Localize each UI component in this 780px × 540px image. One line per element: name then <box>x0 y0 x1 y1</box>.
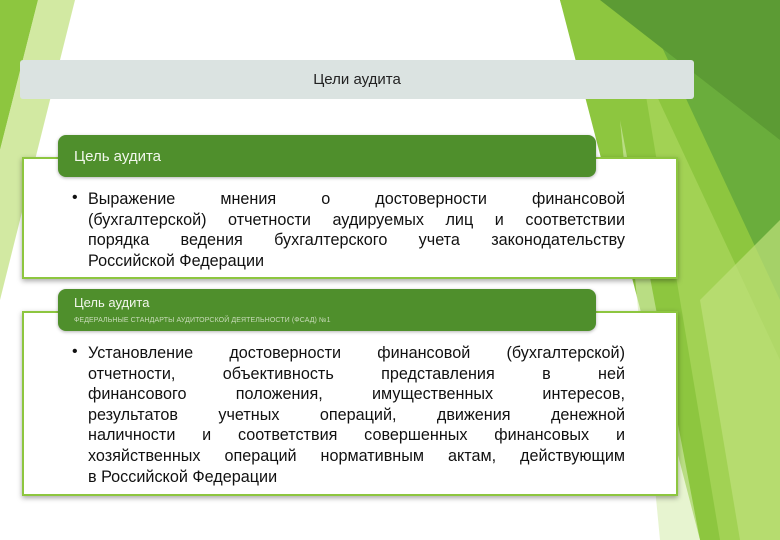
slide-title: Цели аудита <box>20 60 694 99</box>
goal-header-2-label: Цель аудита <box>74 295 150 310</box>
goal-text-2-line: отчетности, объективность представления в ней <box>88 364 625 383</box>
goal-text-2-line: хозяйственных операций нормативным актам, действующим <box>88 446 625 465</box>
goal-text-2-line: финансового положения, имущественных интересов, <box>88 385 625 404</box>
goal-text-1-line: порядка ведения бухгалтерского учета законодательству <box>88 231 625 250</box>
goal-text-2-line: наличности и соответствия совершенных финансовых и <box>88 426 625 445</box>
goal-text-2 <box>88 343 625 487</box>
goal-text-2-line: Установление достоверности финансовой (бухгалтерской) <box>88 344 625 362</box>
goal-header-2 <box>58 289 596 331</box>
goal-text-1 <box>88 189 625 271</box>
bullet-1: • <box>72 189 78 206</box>
goal-text-1-line: (бухгалтерской) отчетности аудируемых лиц и соответствии <box>88 210 625 229</box>
goal-text-1-line: Выражение мнения о достоверности финансовой <box>88 190 625 208</box>
bullet-2: • <box>72 343 78 360</box>
goal-text-2-line: результатов учетных операций, движения денежной <box>88 405 625 424</box>
goal-header-1-label: Цель аудита <box>74 148 162 165</box>
goal-header-1 <box>58 135 596 177</box>
goal-header-2-subtitle: ФЕДЕРАЛЬНЫЕ СТАНДАРТЫ АУДИТОРСКОЙ ДЕЯТЕЛЬНОСТИ (ФСАД) №1 <box>74 317 331 324</box>
goal-text-2-line: в Российской Федерации <box>88 467 278 486</box>
goal-text-1-line: Российской Федерации <box>88 251 265 270</box>
